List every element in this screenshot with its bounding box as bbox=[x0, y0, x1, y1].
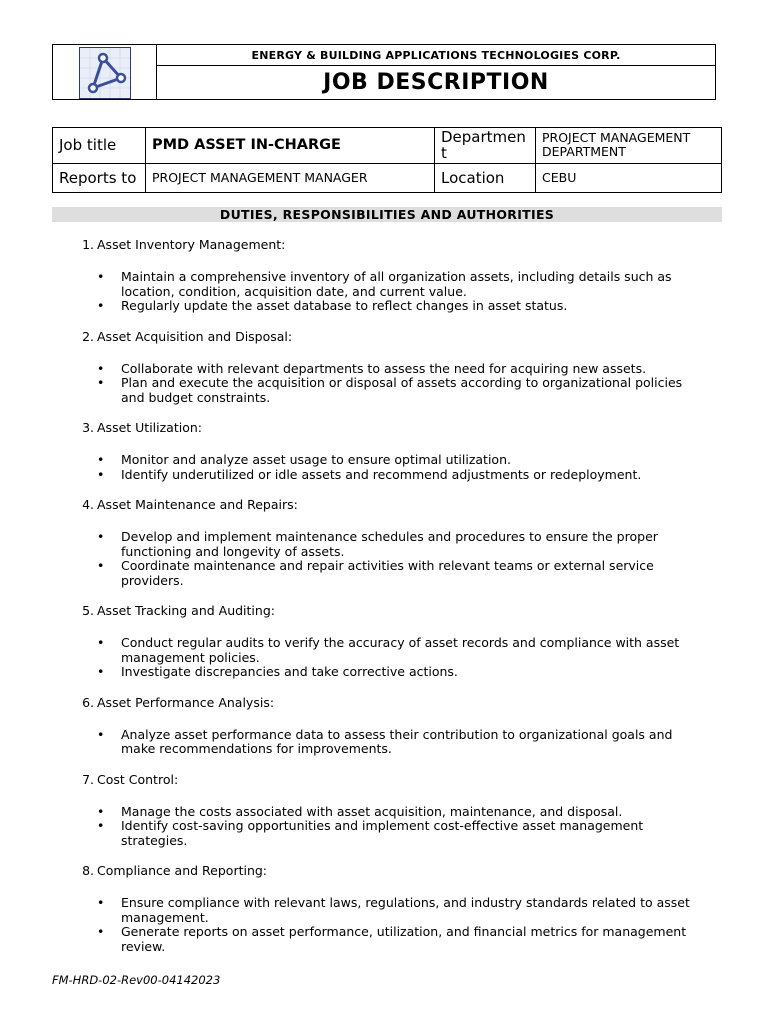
bullet-dot-icon: • bbox=[97, 466, 105, 482]
bullet-dot-icon: • bbox=[97, 635, 105, 650]
bullet-text-line: Generate reports on asset performance, utilization, and financial metrics for management bbox=[121, 924, 687, 939]
duty-heading bbox=[52, 330, 722, 345]
bullet-text-line: review. bbox=[121, 938, 166, 954]
bullet-item bbox=[52, 819, 722, 848]
duty-bullets bbox=[52, 636, 722, 680]
reports-to-value: PROJECT MANAGEMENT MANAGER bbox=[146, 163, 435, 192]
duty-number: 5. bbox=[82, 603, 94, 618]
triangle-network-logo-icon bbox=[79, 47, 131, 99]
bullet-dot-icon: • bbox=[97, 298, 105, 313]
bullet-item bbox=[52, 453, 722, 468]
duty-bullets bbox=[52, 362, 722, 406]
duty-heading bbox=[52, 238, 722, 253]
location-label: Location bbox=[435, 163, 536, 192]
duty-bullets bbox=[52, 896, 722, 954]
job-info-table bbox=[52, 127, 722, 193]
location-value: CEBU bbox=[536, 163, 722, 192]
duty-heading bbox=[52, 864, 722, 879]
bullet-item bbox=[52, 270, 722, 299]
bullet-text-line: Monitor and analyze asset usage to ensure optimal utilization. bbox=[121, 452, 511, 467]
duty-title: Asset Tracking and Auditing: bbox=[97, 603, 275, 618]
bullet-text-line: Analyze asset performance data to assess their contribution to organizational goals and bbox=[121, 726, 673, 742]
duty-item bbox=[52, 238, 722, 314]
duty-heading bbox=[52, 421, 722, 436]
reports-to-label: Reports to bbox=[53, 163, 146, 192]
bullet-dot-icon: • bbox=[97, 558, 105, 573]
duty-bullets bbox=[52, 453, 722, 482]
bullet-text-line: and budget constraints. bbox=[121, 389, 271, 405]
bullet-text-line: Maintain a comprehensive inventory of all organization assets, including details such as bbox=[121, 269, 672, 284]
bullet-dot-icon: • bbox=[97, 452, 105, 467]
duty-bullets bbox=[52, 805, 722, 849]
bullet-dot-icon: • bbox=[97, 803, 105, 819]
duty-bullets bbox=[52, 270, 722, 314]
bullet-text-line: functioning and longevity of assets. bbox=[121, 543, 345, 559]
bullet-dot-icon: • bbox=[97, 726, 105, 742]
bullet-text-line: Identify underutilized or idle assets and recommend adjustments or redeployment. bbox=[121, 466, 642, 482]
bullet-text-line: Develop and implement maintenance schedules and procedures to ensure the proper bbox=[121, 529, 658, 544]
duty-heading bbox=[52, 498, 722, 513]
bullet-text-line: management policies. bbox=[121, 649, 260, 665]
duty-heading bbox=[52, 773, 722, 788]
bullet-text-line: Conduct regular audits to verify the accuracy of asset records and compliance with asset bbox=[121, 635, 680, 650]
duty-title: Asset Utilization: bbox=[97, 420, 202, 435]
bullet-text-line: Manage the costs associated with asset acquisition, maintenance, and disposal. bbox=[121, 803, 623, 819]
duty-title: Asset Performance Analysis: bbox=[97, 694, 275, 710]
bullet-dot-icon: • bbox=[97, 818, 105, 833]
duty-number: 7. bbox=[82, 771, 94, 787]
bullet-text-line: Identify cost-saving opportunities and implement cost-effective asset management bbox=[121, 818, 644, 833]
form-code-footer: FM-HRD-02-Rev00-04142023 bbox=[52, 973, 221, 987]
bullet-text-line: Collaborate with relevant departments to assess the need for acquiring new assets. bbox=[121, 360, 647, 376]
bullet-item bbox=[52, 665, 722, 680]
duty-item bbox=[52, 330, 722, 406]
bullet-dot-icon: • bbox=[97, 375, 105, 390]
department-value-line2: DEPARTMENT bbox=[542, 144, 626, 160]
bullet-text-line: strategies. bbox=[121, 832, 188, 848]
bullet-dot-icon: • bbox=[97, 529, 105, 544]
duty-item bbox=[52, 864, 722, 954]
bullet-text-line: providers. bbox=[121, 572, 184, 588]
section-title: DUTIES, RESPONSIBILITIES AND AUTHORITIES bbox=[52, 207, 722, 222]
duty-item bbox=[52, 498, 722, 588]
bullet-item bbox=[52, 362, 722, 377]
department-label bbox=[435, 128, 536, 164]
duty-number: 8. bbox=[82, 863, 94, 878]
duty-title: Asset Maintenance and Repairs: bbox=[97, 497, 298, 512]
bullet-text-line: Regularly update the asset database to reflect changes in asset status. bbox=[121, 298, 568, 313]
job-title-value: PMD ASSET IN-CHARGE bbox=[146, 128, 435, 164]
duty-bullets bbox=[52, 530, 722, 588]
bullet-item bbox=[52, 530, 722, 559]
bullet-text-line: Investigate discrepancies and take corrective actions. bbox=[121, 664, 458, 679]
bullet-item bbox=[52, 636, 722, 665]
bullet-item bbox=[52, 468, 722, 483]
duty-number: 2. bbox=[82, 328, 94, 344]
document-title: JOB DESCRIPTION bbox=[157, 66, 716, 100]
company-name: ENERGY & BUILDING APPLICATIONS TECHNOLOGIES CORP. bbox=[157, 45, 716, 66]
department-value-line1: PROJECT MANAGEMENT bbox=[542, 130, 691, 146]
bullet-text-line: Plan and execute the acquisition or disposal of assets according to organizational policies bbox=[121, 375, 683, 390]
bullet-item bbox=[52, 299, 722, 314]
bullet-text-line: make recommendations for improvements. bbox=[121, 741, 392, 756]
bullet-dot-icon: • bbox=[97, 360, 105, 376]
duty-title: Compliance and Reporting: bbox=[97, 863, 268, 878]
bullet-dot-icon: • bbox=[97, 664, 105, 679]
duty-title: Asset Inventory Management: bbox=[97, 237, 286, 252]
bullet-item bbox=[52, 559, 722, 588]
bullet-dot-icon: • bbox=[97, 895, 105, 910]
logo-graphic bbox=[80, 48, 130, 98]
department-value bbox=[536, 128, 722, 164]
bullet-text-line: Ensure compliance with relevant laws, regulations, and industry standards related to asset bbox=[121, 895, 690, 910]
bullet-text-line: management. bbox=[121, 909, 209, 925]
bullet-item bbox=[52, 896, 722, 925]
duty-item bbox=[52, 604, 722, 680]
duty-item bbox=[52, 421, 722, 482]
duties-list bbox=[52, 238, 722, 970]
duty-heading bbox=[52, 604, 722, 619]
bullet-item bbox=[52, 925, 722, 954]
duty-title: Asset Acquisition and Disposal: bbox=[97, 328, 293, 344]
duty-item bbox=[52, 696, 722, 757]
duty-heading bbox=[52, 696, 722, 711]
duty-number: 4. bbox=[82, 497, 94, 512]
department-label-line2: t bbox=[441, 144, 447, 163]
bullet-text-line: location, condition, acquisition date, and current value. bbox=[121, 283, 467, 299]
bullet-item bbox=[52, 376, 722, 405]
bullet-dot-icon: • bbox=[97, 924, 105, 939]
job-title-label: Job title bbox=[53, 128, 146, 164]
bullet-dot-icon: • bbox=[97, 269, 105, 284]
bullet-text-line: Coordinate maintenance and repair activities with relevant teams or external service bbox=[121, 558, 654, 573]
duty-number: 6. bbox=[82, 694, 94, 710]
duty-item bbox=[52, 773, 722, 849]
document-header bbox=[52, 44, 716, 100]
logo-cell bbox=[53, 45, 157, 100]
bullet-item bbox=[52, 728, 722, 757]
duty-bullets bbox=[52, 728, 722, 757]
duty-number: 1. bbox=[82, 237, 94, 252]
duty-number: 3. bbox=[82, 420, 94, 435]
bullet-item bbox=[52, 805, 722, 820]
duty-title: Cost Control: bbox=[97, 771, 179, 787]
department-label-line1: Departmen bbox=[441, 128, 526, 147]
